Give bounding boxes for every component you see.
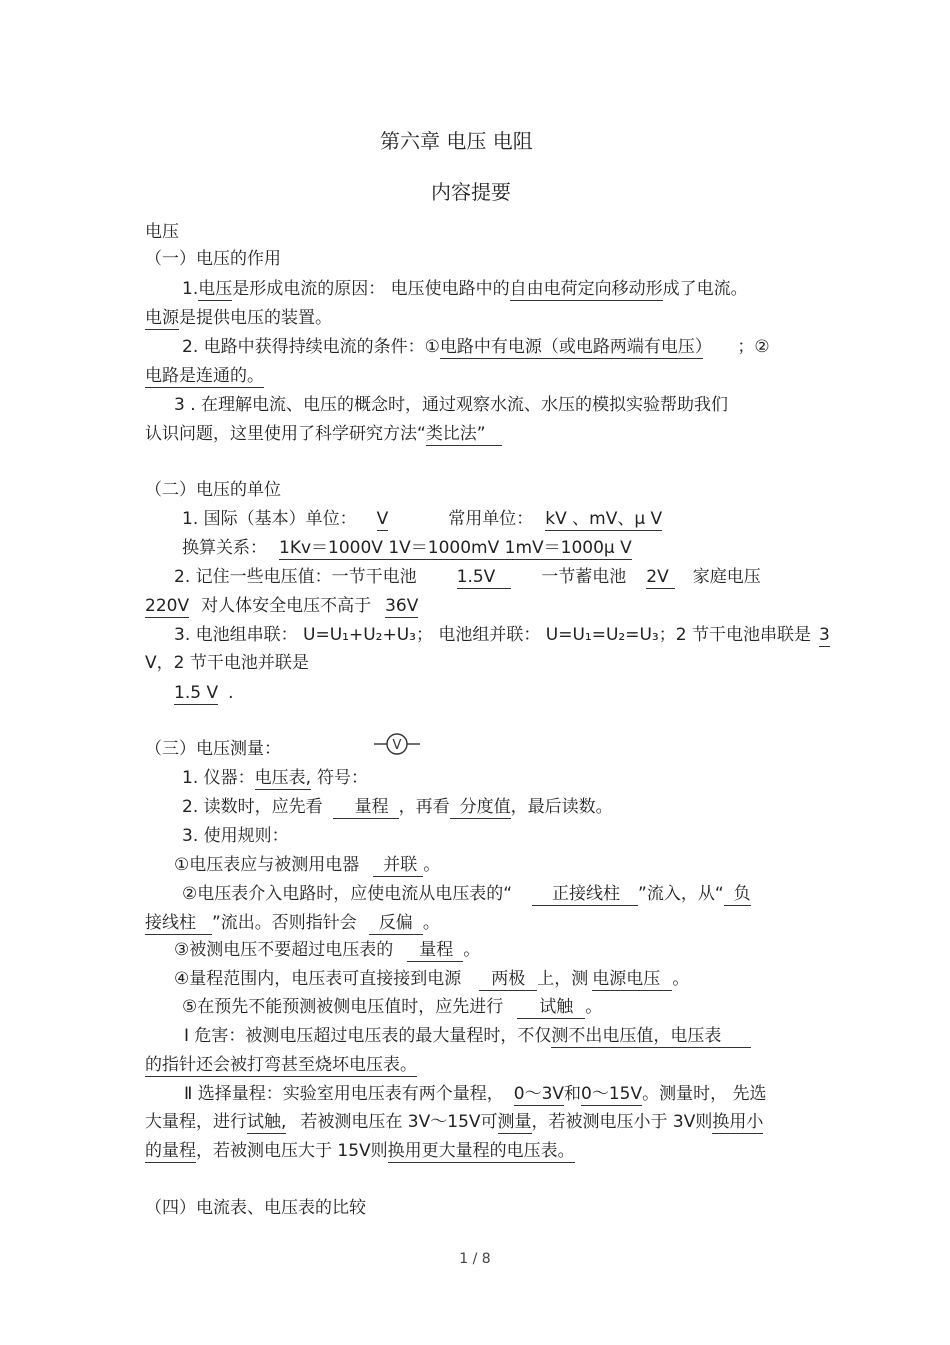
s3-rule2: ②电压表介入电路时，应使电流从电压表的“ 正接线柱 ”流入，从“ 负 — [182, 884, 751, 904]
s1-item1-cont: 电源是提供电压的装置。 — [145, 308, 332, 328]
section-heading: 电压 — [145, 222, 179, 242]
s1-item1: 1.电压是形成电流的原因： 电压使电路中的自由电荷定向移动形成了电流。 — [182, 279, 748, 299]
s3-item1: 1. 仪器：电压表, 符号： — [182, 768, 369, 788]
s1-item2-cont: 电路是连通的。 — [145, 366, 264, 386]
s3-rule3: ③被测电压不要超过电压表的 量程 。 — [174, 940, 481, 960]
s3-range-cont2: 的量程，若被测电压大于 15V则换用更大量程的电压表。 — [145, 1141, 575, 1161]
s3-item2: 2. 读数时，应先看 量程 ，再看 分度值，最后读数。 — [182, 797, 613, 817]
s3-rule5: ⑤在预先不能预测被侧电压值时，应先进行 试触 。 — [182, 997, 603, 1017]
s3-range: Ⅱ 选择量程：实验室用电压表有两个量程， 0～3V和0～15V。测量时， 先选 — [184, 1084, 767, 1104]
s2-item2: 2. 记住一些电压值：一节干电池 1.5V 一节蓄电池 2V 家庭电压 — [174, 567, 761, 587]
voltmeter-symbol-icon — [372, 731, 422, 757]
s1-heading: （一）电压的作用 — [145, 249, 281, 269]
s3-rule4: ④量程范围内，电压表可直接接到电源 两极 上，测 电源电压 。 — [174, 969, 690, 989]
s3-item3: 3. 使用规则： — [182, 826, 289, 846]
s2-item2-cont: 220V 对人体安全电压不高于 36V — [145, 596, 419, 616]
s3-rule1: ①电压表应与被测用电器 并联 。 — [174, 855, 441, 875]
s2-item3-cont2: 1.5 V . — [174, 683, 234, 703]
s3-hazard: Ⅰ 危害：被测电压超过电压表的最大量程时，不仅测不出电压值，电压表 — [184, 1025, 751, 1047]
s3-hazard-cont: 的指针还会被打弯甚至烧坏电压表。 — [145, 1055, 417, 1075]
s1-item2: 2. 电路中获得持续电流的条件：①电路中有电源（或电路两端有电压） ；② — [182, 337, 770, 357]
s1-item3-cont: 认识问题，这里使用了科学研究方法“类比法” — [145, 423, 502, 445]
s1-item3: 3 . 在理解电流、电压的概念时，通过观察水流、水压的模拟实验帮助我们 — [174, 395, 729, 415]
s2-item3-cont: V，2 节干电池并联是 — [145, 653, 309, 673]
s2-heading: （二）电压的单位 — [145, 480, 281, 500]
voltmeter-symbol-letter: V — [392, 738, 402, 753]
page-number: 1 / 8 — [459, 1251, 491, 1267]
s2-item3: 3. 电池组串联： U=U₁+U₂+U₃； 电池组并联： U=U₁=U₂=U₃；2 节干电池串联是 3 — [174, 625, 830, 645]
s2-conversion: 换算关系： 1Kv＝1000V 1V＝1000mV 1mV＝1000μ V — [182, 538, 632, 558]
s3-heading: （三）电压测量： — [145, 739, 281, 759]
subtitle: 内容提要 — [431, 180, 511, 204]
chapter-title: 第六章 电压 电阻 — [380, 129, 533, 153]
s2-item1: 1. 国际（基本）单位： V 常用单位： kV 、mV、μ V — [182, 509, 663, 529]
s3-rule2-cont: 接线柱 ”流出。否则指针会 反偏 。 — [145, 913, 440, 933]
s4-heading: （四）电流表、电压表的比较 — [145, 1198, 366, 1218]
s3-range-cont: 大量程，进行试触, 若被测电压在 3V～15V可测量，若被测电压小于 3V则换用小 — [145, 1112, 764, 1132]
